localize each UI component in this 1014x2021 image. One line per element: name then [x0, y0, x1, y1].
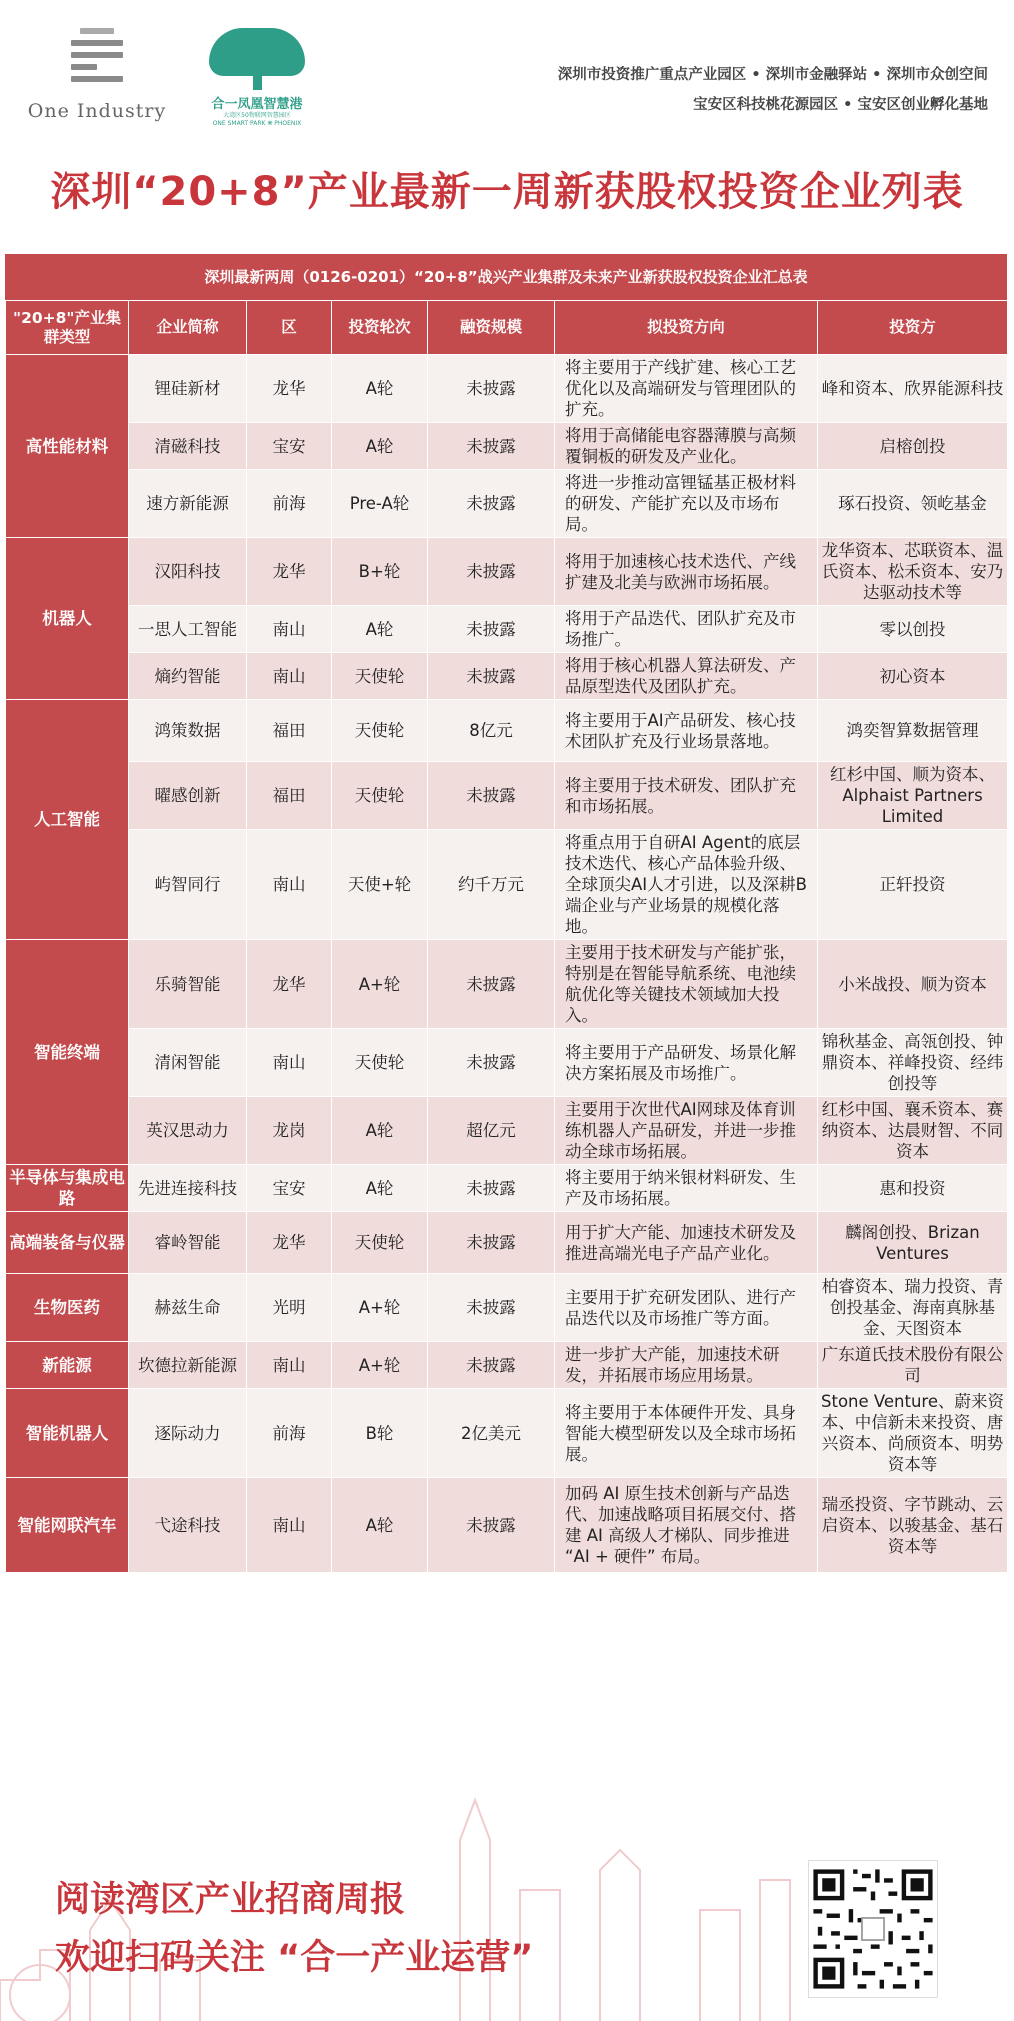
company-cell: 一思人工智能 — [129, 606, 247, 653]
round-cell: 天使轮 — [332, 1212, 428, 1274]
round-cell: 天使轮 — [332, 1029, 428, 1097]
amount-cell: 未披露 — [428, 470, 555, 538]
amount-cell: 未披露 — [428, 606, 555, 653]
table-row — [6, 538, 1008, 606]
table-row — [6, 1029, 1008, 1097]
header-investors: 投资方 — [818, 301, 1008, 355]
investors-cell: 峰和资本、欣界能源科技 — [818, 355, 1008, 423]
district-cell: 宝安 — [247, 423, 332, 470]
investors-cell: 广东道氏技术股份有限公司 — [818, 1342, 1008, 1389]
table-row — [6, 470, 1008, 538]
amount-cell: 未披露 — [428, 1212, 555, 1274]
company-cell: 熵约智能 — [129, 653, 247, 700]
district-cell: 龙华 — [247, 355, 332, 423]
table-row — [6, 1274, 1008, 1342]
district-cell: 龙华 — [247, 538, 332, 606]
round-cell: B轮 — [332, 1389, 428, 1478]
header-direction: 拟投资方向 — [555, 301, 818, 355]
direction-cell: 主要用于技术研发与产能扩张，特别是在智能导航系统、电池续航优化等关键技术领域加大投入。 — [555, 940, 818, 1029]
header-amount: 融资规模 — [428, 301, 555, 355]
investors-cell: Stone Venture、蔚来资本、中信新未来投资、唐兴资本、尚颀资本、明势资本等 — [818, 1389, 1008, 1478]
company-cell: 逐际动力 — [129, 1389, 247, 1478]
company-cell: 速方新能源 — [129, 470, 247, 538]
investors-cell: 麟阁创投、Brizan Ventures — [818, 1212, 1008, 1274]
direction-cell: 将用于核心机器人算法研发、产品原型迭代及团队扩充。 — [555, 653, 818, 700]
investors-cell: 锦秋基金、高瓴创投、钟鼎资本、祥峰投资、经纬创投等 — [818, 1029, 1008, 1097]
direction-cell: 将进一步推动富锂锰基正极材料的研发、产能扩充以及市场布局。 — [555, 470, 818, 538]
district-cell: 前海 — [247, 1389, 332, 1478]
footer-cta-line-1: 阅读湾区产业招商周报 — [55, 1880, 406, 1920]
amount-cell: 未披露 — [428, 1274, 555, 1342]
table-row — [6, 1165, 1008, 1212]
page-title: 深圳“20+8”产业最新一周新获股权投资企业列表 — [50, 169, 964, 215]
amount-cell: 未披露 — [428, 940, 555, 1029]
district-cell: 宝安 — [247, 1165, 332, 1212]
table-row — [6, 1478, 1008, 1573]
direction-cell: 将主要用于技术研发、团队扩充和市场拓展。 — [555, 762, 818, 830]
table-row — [6, 1097, 1008, 1165]
header-round: 投资轮次 — [332, 301, 428, 355]
tagline-line-2: 宝安区科技桃花源园区 • 宝安区创业孵化基地 — [693, 97, 988, 113]
table-header-row — [6, 301, 1008, 355]
amount-cell: 未披露 — [428, 355, 555, 423]
company-cell: 英汉思动力 — [129, 1097, 247, 1165]
investors-cell: 小米战投、顺为资本 — [818, 940, 1008, 1029]
district-cell: 前海 — [247, 470, 332, 538]
round-cell: A轮 — [332, 606, 428, 653]
company-cell: 赫兹生命 — [129, 1274, 247, 1342]
investors-cell: 正轩投资 — [818, 830, 1008, 940]
direction-cell: 主要用于扩充研发团队、进行产品迭代以及市场推广等方面。 — [555, 1274, 818, 1342]
one-industry-logo — [22, 28, 172, 138]
direction-cell: 加码 AI 原生技术创新与产品迭代、加速战略项目拓展交付、搭建 AI 高级人才梯队、同步推进 “AI + 硬件” 布局。 — [555, 1478, 818, 1573]
direction-cell: 将主要用于产线扩建、核心工艺优化以及高端研发与管理团队的扩充。 — [555, 355, 818, 423]
company-cell: 清磁科技 — [129, 423, 247, 470]
direction-cell: 将用于加速核心技术迭代、产线扩建及北美与欧洲市场拓展。 — [555, 538, 818, 606]
amount-cell: 未披露 — [428, 653, 555, 700]
cluster-cell: 半导体与集成电路 — [6, 1165, 129, 1212]
district-cell: 南山 — [247, 606, 332, 653]
amount-cell: 未披露 — [428, 423, 555, 470]
round-cell: A+轮 — [332, 1274, 428, 1342]
amount-cell: 未披露 — [428, 1165, 555, 1212]
header-cluster: "20+8"产业集群类型 — [6, 301, 129, 355]
district-cell: 龙岗 — [247, 1097, 332, 1165]
district-cell: 南山 — [247, 1029, 332, 1097]
round-cell: A+轮 — [332, 940, 428, 1029]
cluster-cell: 高性能材料 — [6, 355, 129, 538]
direction-cell: 将主要用于AI产品研发、核心技术团队扩充及行业场景落地。 — [555, 700, 818, 762]
amount-cell: 8亿元 — [428, 700, 555, 762]
cluster-cell: 人工智能 — [6, 700, 129, 940]
table-row — [6, 1212, 1008, 1274]
direction-cell: 将主要用于本体硬件开发、具身智能大模型研发以及全球市场拓展。 — [555, 1389, 818, 1478]
round-cell: Pre-A轮 — [332, 470, 428, 538]
logo-caption: One Industry — [27, 100, 167, 122]
investors-cell: 初心资本 — [818, 653, 1008, 700]
tagline-line-1: 深圳市投资推广重点产业园区 • 深圳市金融驿站 • 深圳市众创空间 — [557, 67, 988, 83]
qr-code-icon[interactable] — [808, 1860, 938, 1998]
direction-cell: 将重点用于自研AI Agent的底层技术迭代、核心产品体验升级、全球顶尖AI人才引进，以及深耕B端企业与产业场景的规模化落地。 — [555, 830, 818, 940]
company-cell: 坎德拉新能源 — [129, 1342, 247, 1389]
tree-logo-icon — [209, 28, 305, 90]
company-cell: 睿岭智能 — [129, 1212, 247, 1274]
table-row — [6, 1389, 1008, 1478]
cluster-cell: 机器人 — [6, 538, 129, 700]
company-cell: 锂硅新材 — [129, 355, 247, 423]
table-row — [6, 653, 1008, 700]
direction-cell: 将用于高储能电容器薄膜与高频覆铜板的研发及产业化。 — [555, 423, 818, 470]
header-company: 企业简称 — [129, 301, 247, 355]
company-cell: 清闲智能 — [129, 1029, 247, 1097]
district-cell: 南山 — [247, 1342, 332, 1389]
investors-cell: 惠和投资 — [818, 1165, 1008, 1212]
building-logo-icon — [71, 28, 123, 90]
round-cell: 天使轮 — [332, 653, 428, 700]
district-cell: 光明 — [247, 1274, 332, 1342]
district-cell: 南山 — [247, 1478, 332, 1573]
table-row — [6, 700, 1008, 762]
round-cell: A轮 — [332, 1097, 428, 1165]
direction-cell: 将用于产品迭代、团队扩充及市场推广。 — [555, 606, 818, 653]
footer-cta-line-2: 欢迎扫码关注 “合一产业运营” — [55, 1938, 534, 1978]
page-footer — [0, 1780, 1014, 2021]
district-cell: 南山 — [247, 653, 332, 700]
round-cell: A轮 — [332, 1478, 428, 1573]
investors-cell: 柏睿资本、瑞力投资、青创投基金、海南真脉基金、天图资本 — [818, 1274, 1008, 1342]
amount-cell: 约千万元 — [428, 830, 555, 940]
district-cell: 南山 — [247, 830, 332, 940]
investors-cell: 龙华资本、芯联资本、温氏资本、松禾资本、安乃达驱动技术等 — [818, 538, 1008, 606]
table-row — [6, 1342, 1008, 1389]
district-cell: 福田 — [247, 700, 332, 762]
round-cell: B+轮 — [332, 538, 428, 606]
direction-cell: 将主要用于产品研发、场景化解决方案拓展及市场推广。 — [555, 1029, 818, 1097]
cluster-cell: 生物医药 — [6, 1274, 129, 1342]
amount-cell: 未披露 — [428, 1478, 555, 1573]
company-cell: 弋途科技 — [129, 1478, 247, 1573]
table-row — [6, 423, 1008, 470]
company-cell: 曜感创新 — [129, 762, 247, 830]
company-cell: 先进连接科技 — [129, 1165, 247, 1212]
table-row — [6, 355, 1008, 423]
cluster-cell: 高端装备与仪器 — [6, 1212, 129, 1274]
district-cell: 福田 — [247, 762, 332, 830]
table-row — [6, 762, 1008, 830]
amount-cell: 未披露 — [428, 762, 555, 830]
investors-cell: 零以创投 — [818, 606, 1008, 653]
amount-cell: 未披露 — [428, 538, 555, 606]
park-subtitle: 大湾区50物联网智慧园区 — [223, 112, 291, 119]
round-cell: A轮 — [332, 1165, 428, 1212]
direction-cell: 主要用于次世代AI网球及体育训练机器人产品研发，并进一步推动全球市场拓展。 — [555, 1097, 818, 1165]
amount-cell: 2亿美元 — [428, 1389, 555, 1478]
round-cell: 天使轮 — [332, 700, 428, 762]
investors-cell: 启榕创投 — [818, 423, 1008, 470]
round-cell: 天使+轮 — [332, 830, 428, 940]
direction-cell: 进一步扩大产能，加速技术研发，并拓展市场应用场景。 — [555, 1342, 818, 1389]
company-cell: 鸿策数据 — [129, 700, 247, 762]
company-cell: 汉阳科技 — [129, 538, 247, 606]
amount-cell: 超亿元 — [428, 1097, 555, 1165]
investors-cell: 琢石投资、领屹基金 — [818, 470, 1008, 538]
cluster-cell: 智能机器人 — [6, 1389, 129, 1478]
table-body — [6, 355, 1008, 1573]
direction-cell: 将主要用于纳米银材料研发、生产及市场拓展。 — [555, 1165, 818, 1212]
table-row — [6, 606, 1008, 653]
table-row — [6, 940, 1008, 1029]
park-name: 合一凤凰智慧港 — [211, 97, 303, 112]
investors-cell: 瑞丞投资、字节跳动、云启资本、以骏基金、基石资本等 — [818, 1478, 1008, 1573]
round-cell: A轮 — [332, 355, 428, 423]
amount-cell: 未披露 — [428, 1029, 555, 1097]
page-header — [0, 0, 1014, 150]
district-cell: 龙华 — [247, 1212, 332, 1274]
investors-cell: 红杉中国、顺为资本、Alphaist Partners Limited — [818, 762, 1008, 830]
cluster-cell: 智能网联汽车 — [6, 1478, 129, 1573]
investors-cell: 鸿奕智算数据管理 — [818, 700, 1008, 762]
header-district: 区 — [247, 301, 332, 355]
company-cell: 屿智同行 — [129, 830, 247, 940]
table-subtitle: 深圳最新两周（0126-0201）“20+8”战兴产业集群及未来产业新获股权投资企业汇总表 — [5, 254, 1007, 300]
cluster-cell: 智能终端 — [6, 940, 129, 1165]
table-row — [6, 830, 1008, 940]
company-cell: 乐骑智能 — [129, 940, 247, 1029]
round-cell: A+轮 — [332, 1342, 428, 1389]
round-cell: 天使轮 — [332, 762, 428, 830]
investors-cell: 红杉中国、襄禾资本、赛纳资本、达晨财智、不同资本 — [818, 1097, 1008, 1165]
investment-table — [5, 300, 1008, 1573]
park-subtitle-en: ONE SMART PARK ❋ PHOENIX — [212, 120, 302, 127]
round-cell: A轮 — [332, 423, 428, 470]
district-cell: 龙华 — [247, 940, 332, 1029]
direction-cell: 用于扩大产能、加速技术研发及推进高端光电子产品产业化。 — [555, 1212, 818, 1274]
investment-table-container — [5, 254, 1007, 1573]
phoenix-park-logo — [198, 28, 316, 140]
amount-cell: 未披露 — [428, 1342, 555, 1389]
cluster-cell: 新能源 — [6, 1342, 129, 1389]
